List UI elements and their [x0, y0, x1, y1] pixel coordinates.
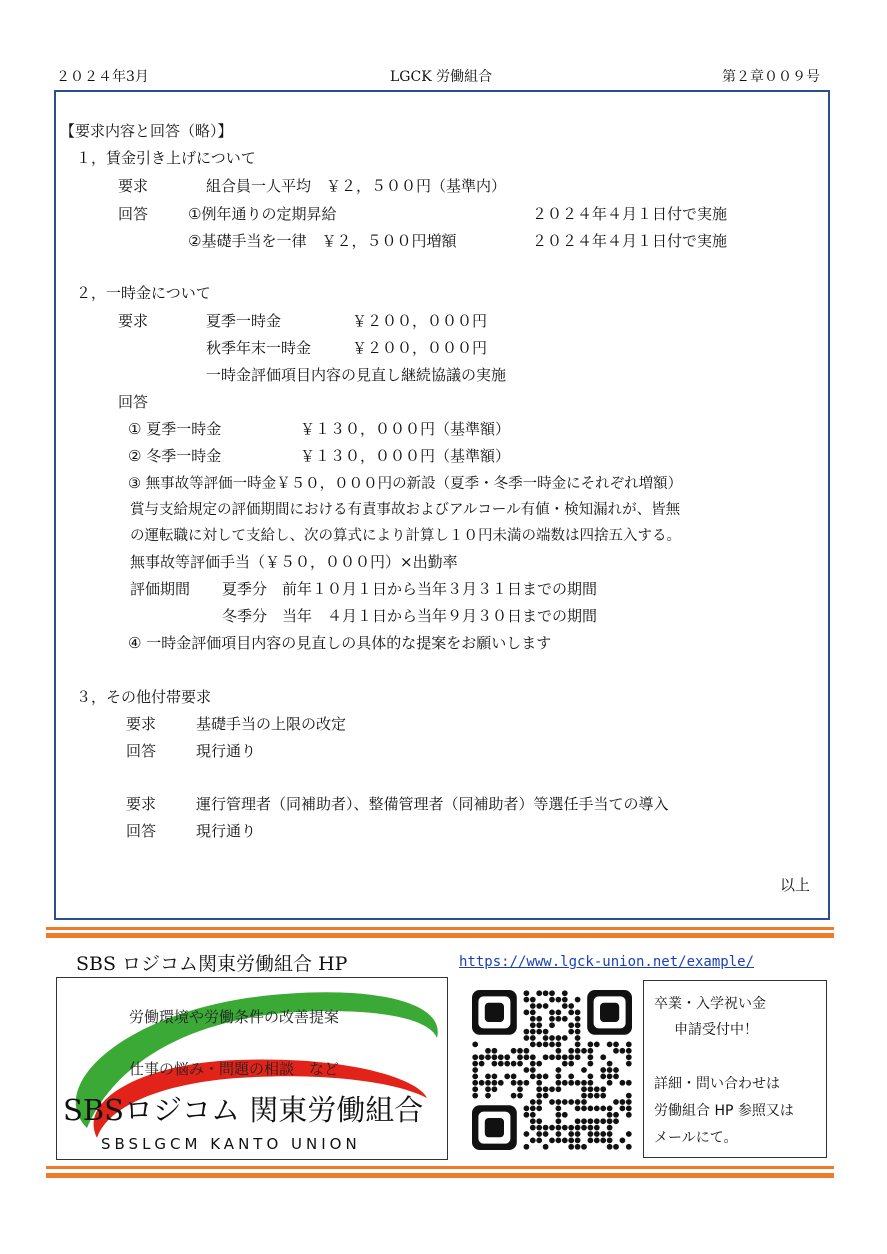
divider-stripe [46, 933, 834, 938]
s3-heading: ３，その他付帯要求 [76, 688, 212, 706]
s3-req2-label: 要求 [126, 795, 157, 813]
s2-a2-name: ② 冬季一時金 [128, 447, 222, 465]
s2-ans-label: 回答 [118, 393, 149, 411]
s2-summer-period: 夏季分 前年１０月１日から当年３月３１日までの期間 [222, 580, 598, 598]
hp-title: SBS ロジコム関東労働組合 HP [76, 953, 348, 975]
divider-stripe [46, 1173, 834, 1178]
issue-number: 第２章００９号 [722, 69, 820, 85]
newsletter-title: LGCK 労働組合 [390, 69, 493, 85]
s1-req-text: 組合員一人平均 ￥２，５００円（基準内） [206, 177, 507, 195]
s3-ans2: 現行通り [196, 822, 257, 840]
s2-a1-amount: ￥１３０，０００円（基準額） [300, 420, 511, 438]
s2-heading: ２，一時金について [76, 284, 211, 302]
s2-a4: ④ 一時金評価項目内容の見直しの具体的な提案をお願いします [128, 634, 552, 652]
end-mark: 以上 [780, 876, 811, 894]
divider-stripe [46, 1166, 834, 1169]
union-logo-banner [56, 977, 448, 1160]
s1-ans1-text: ①例年通りの定期昇給 [188, 205, 337, 223]
s3-ans1: 現行通り [196, 742, 257, 760]
notice-line2: 申請受付中！ [674, 1022, 758, 1038]
s2-req1-amount: ￥２００，０００円 [352, 312, 488, 330]
notice-line4: 労働組合 HP 参照又は [654, 1103, 794, 1119]
s2-a3: ③ 無事故等評価一時金￥５０，０００円の新設（夏季・冬季一時金にそれぞれ増額） [128, 476, 683, 492]
s2-req3: 一時金評価項目内容の見直し継続協議の実施 [206, 366, 507, 384]
notice-box [643, 980, 827, 1158]
s1-ans1-date: ２０２４年４月１日付で実施 [532, 205, 728, 223]
s1-heading: １，賃金引き上げについて [76, 149, 256, 167]
logo-line2: 仕事の悩み・問題の相談 など [129, 1060, 340, 1078]
s2-a3-line2: の運転職に対して支給し、次の算式により計算し１０円未満の端数は四捨五入する。 [130, 528, 681, 544]
s2-period-label: 評価期間 [130, 580, 191, 598]
s1-ans2-date: ２０２４年４月１日付で実施 [532, 232, 728, 250]
notice-line5: メールにて。 [654, 1130, 738, 1146]
notice-line3: 詳細・問い合わせは [654, 1076, 780, 1092]
s2-a2-amount: ￥１３０，０００円（基準額） [300, 447, 511, 465]
logo-union-name-en: SBSLGCM KANTO UNION [101, 1135, 361, 1153]
s1-ans-label: 回答 [118, 205, 149, 223]
s3-ans2-label: 回答 [126, 822, 157, 840]
s2-req2-name: 秋季年末一時金 [206, 339, 312, 357]
s2-req1-name: 夏季一時金 [206, 312, 282, 330]
s3-req1: 基礎手当の上限の改定 [196, 715, 347, 733]
s1-ans2-text: ②基礎手当を一律 ￥２，５００円増額 [188, 232, 457, 250]
section-title: 【要求内容と回答（略）】 [60, 122, 233, 140]
notice-line1: 卒業・入学祝い金 [654, 996, 766, 1012]
logo-line1: 労働環境や労働条件の改善提案 [129, 1008, 340, 1026]
s3-ans1-label: 回答 [126, 742, 157, 760]
hp-url-link[interactable]: https://www.lgck-union.net/example/ [459, 954, 755, 970]
s2-a1-name: ① 夏季一時金 [128, 420, 222, 438]
qr-code[interactable] [472, 990, 632, 1150]
s2-req-label: 要求 [118, 312, 149, 330]
divider-stripe [46, 927, 834, 930]
s3-req1-label: 要求 [126, 715, 157, 733]
issue-date: ２０２４年3月 [56, 69, 149, 85]
s1-req-label: 要求 [118, 177, 149, 195]
s2-formula: 無事故等評価手当（￥５０，０００円）×出勤率 [130, 553, 458, 571]
s2-req2-amount: ￥２００，０００円 [352, 339, 488, 357]
s3-req2: 運行管理者（同補助者）、整備管理者（同補助者）等選任手当ての導入 [196, 795, 669, 813]
s2-winter-period: 冬季分 当年 ４月１日から当年９月３０日までの期間 [222, 607, 598, 625]
s2-a3-line1: 賞与支給規定の評価期間における有責事故およびアルコール有値・検知漏れが、皆無 [130, 502, 681, 518]
logo-union-name: SBSロジコム 関東労働組合 [63, 1093, 424, 1127]
